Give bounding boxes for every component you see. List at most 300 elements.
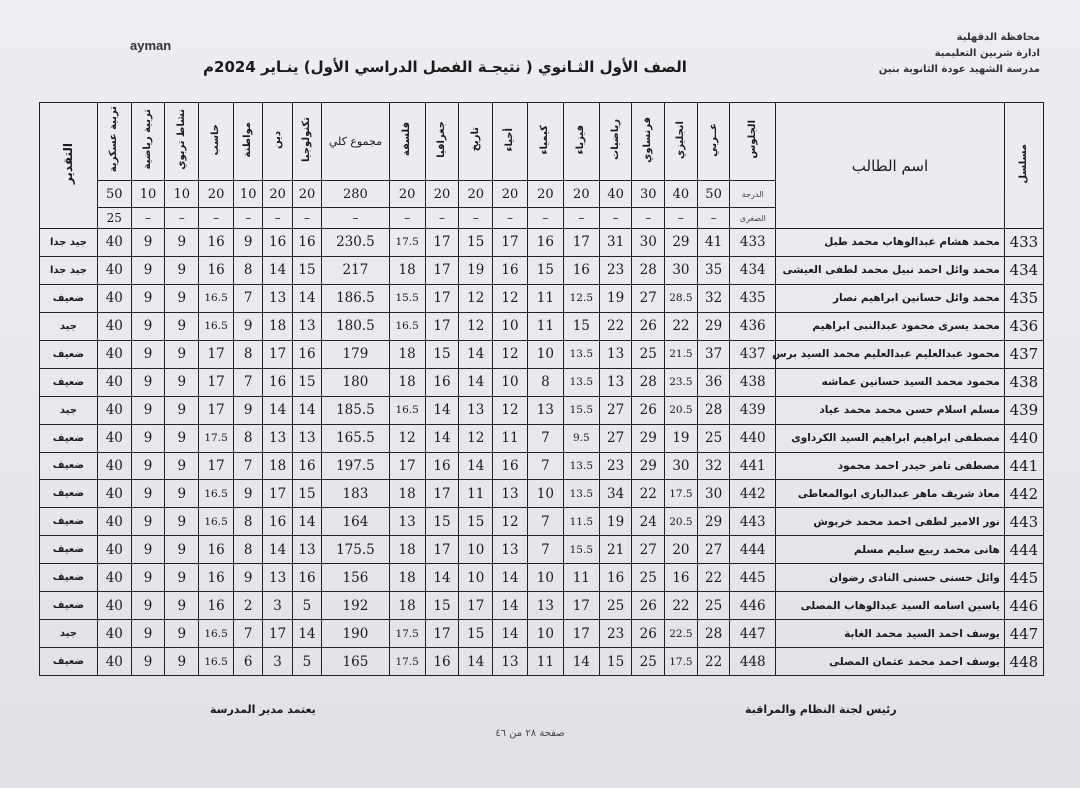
- cell-sports: 9: [131, 340, 165, 368]
- cell-total: 165: [322, 648, 390, 676]
- cell-biology: 13: [493, 648, 528, 676]
- cell-activity: 9: [165, 368, 199, 396]
- cell-math: 22: [599, 312, 632, 340]
- min-mark-activity: –: [165, 208, 199, 229]
- committee-head-signature: رئيس لجنة النظام والمراقبة: [745, 703, 897, 716]
- cell-grade: ضعيف: [40, 452, 98, 480]
- cell-math: 19: [599, 284, 632, 312]
- cell-sports: 9: [131, 536, 165, 564]
- cell-grade: ضعيف: [40, 648, 98, 676]
- cell-seat: 436: [730, 312, 776, 340]
- cell-physics: 12.5: [563, 284, 599, 312]
- cell-chemistry: 16: [527, 229, 563, 257]
- column-header-seat: [730, 103, 776, 181]
- cell-english: 20: [665, 536, 698, 564]
- cell-english: 20.5: [665, 508, 698, 536]
- cell-chemistry: 10: [527, 564, 563, 592]
- cell-french: 28: [632, 368, 665, 396]
- cell-citizenship: 8: [234, 508, 263, 536]
- cell-arabic: 29: [697, 508, 730, 536]
- cell-arabic: 29: [697, 312, 730, 340]
- table-row: [40, 508, 1044, 536]
- cell-geography: 16: [425, 368, 459, 396]
- cell-french: 25: [632, 564, 665, 592]
- cell-french: 26: [632, 396, 665, 424]
- table-row: [40, 368, 1044, 396]
- cell-military: 40: [97, 312, 131, 340]
- column-header-label: مجموع كلي: [328, 135, 382, 148]
- cell-physics: 15: [563, 312, 599, 340]
- cell-serial: 446: [1004, 592, 1043, 620]
- cell-seat: 435: [730, 284, 776, 312]
- cell-serial: 444: [1004, 536, 1043, 564]
- cell-activity: 9: [165, 564, 199, 592]
- cell-computer: 16.5: [199, 312, 234, 340]
- cell-activity: 9: [165, 424, 199, 452]
- max-mark-chemistry: 20: [527, 181, 563, 208]
- cell-french: 24: [632, 508, 665, 536]
- cell-total: 190: [322, 620, 390, 648]
- cell-activity: 9: [165, 229, 199, 257]
- cell-citizenship: 7: [234, 284, 263, 312]
- cell-grade: ضعيف: [40, 564, 98, 592]
- cell-military: 40: [97, 648, 131, 676]
- cell-military: 40: [97, 620, 131, 648]
- cell-philosophy: 17.5: [389, 648, 425, 676]
- cell-religion: 17: [263, 340, 292, 368]
- cell-arabic: 25: [697, 424, 730, 452]
- cell-biology: 16: [493, 256, 528, 284]
- cell-religion: 16: [263, 508, 292, 536]
- min-mark-history: –: [459, 208, 493, 229]
- cell-seat: 445: [730, 564, 776, 592]
- max-mark-military: 50: [97, 181, 131, 208]
- cell-grade: ضعيف: [40, 424, 98, 452]
- cell-seat: 433: [730, 229, 776, 257]
- cell-biology: 11: [493, 424, 528, 452]
- cell-seat: 439: [730, 396, 776, 424]
- cell-seat: 444: [730, 536, 776, 564]
- cell-name: مسلم اسلام حسن محمد محمد عياد: [776, 396, 1005, 424]
- cell-tech: 5: [292, 592, 321, 620]
- column-header-math: [599, 103, 632, 181]
- cell-history: 14: [459, 452, 493, 480]
- cell-grade: ضعيف: [40, 368, 98, 396]
- cell-biology: 12: [493, 396, 528, 424]
- page-number: صفحة ٢٨ من ٤٦: [495, 728, 565, 739]
- cell-english: 22.5: [665, 620, 698, 648]
- cell-name: هانى محمد ربيع سليم مسلم: [776, 536, 1005, 564]
- cell-serial: 438: [1004, 368, 1043, 396]
- max-mark-geography: 20: [425, 181, 459, 208]
- cell-sports: 9: [131, 508, 165, 536]
- column-header-label: التقدير: [61, 142, 76, 185]
- cell-military: 40: [97, 256, 131, 284]
- column-header-label: عــربي: [707, 122, 719, 157]
- column-header-label: جغرافيا: [435, 121, 447, 158]
- cell-physics: 17: [563, 229, 599, 257]
- cell-name: مصطفى ابراهيم ابراهيم السيد الكرداوى: [776, 424, 1005, 452]
- column-header-label: تربية عسكرية: [108, 106, 120, 173]
- cell-chemistry: 10: [527, 480, 563, 508]
- cell-military: 40: [97, 284, 131, 312]
- cell-computer: 16: [199, 256, 234, 284]
- cell-math: 23: [599, 256, 632, 284]
- cell-citizenship: 8: [234, 256, 263, 284]
- cell-military: 40: [97, 536, 131, 564]
- cell-english: 21.5: [665, 340, 698, 368]
- column-header-total: [322, 103, 390, 181]
- cell-grade: جيد: [40, 620, 98, 648]
- cell-military: 40: [97, 592, 131, 620]
- cell-arabic: 30: [697, 480, 730, 508]
- cell-philosophy: 17: [389, 452, 425, 480]
- cell-math: 25: [599, 592, 632, 620]
- cell-geography: 17: [425, 536, 459, 564]
- cell-grade: جيد: [40, 312, 98, 340]
- cell-name: ياسين اسامه السيد عبدالوهاب المصلى: [776, 592, 1005, 620]
- cell-computer: 17: [199, 340, 234, 368]
- column-header-label: انجليزي: [674, 120, 686, 159]
- cell-biology: 13: [493, 480, 528, 508]
- max-mark-arabic: 50: [697, 181, 730, 208]
- cell-serial: 441: [1004, 452, 1043, 480]
- cell-grade: ضعيف: [40, 592, 98, 620]
- cell-arabic: 41: [697, 229, 730, 257]
- cell-computer: 16: [199, 536, 234, 564]
- cell-military: 40: [97, 340, 131, 368]
- min-mark-citizenship: –: [234, 208, 263, 229]
- cell-history: 19: [459, 256, 493, 284]
- table-row: [40, 452, 1044, 480]
- cell-geography: 17: [425, 480, 459, 508]
- cell-serial: 436: [1004, 312, 1043, 340]
- column-header-label: حاسب: [210, 123, 222, 156]
- cell-arabic: 28: [697, 396, 730, 424]
- cell-physics: 17: [563, 592, 599, 620]
- cell-sports: 9: [131, 312, 165, 340]
- max-mark-activity: 10: [165, 181, 199, 208]
- column-header-french: [632, 103, 665, 181]
- cell-name: نور الامير لطفى احمد محمد خربوش: [776, 508, 1005, 536]
- cell-religion: 17: [263, 620, 292, 648]
- table-row: [40, 340, 1044, 368]
- column-header-label: فرنساوي: [642, 116, 654, 163]
- min-mark-geography: –: [425, 208, 459, 229]
- cell-computer: 16.5: [199, 648, 234, 676]
- cell-activity: 9: [165, 340, 199, 368]
- cell-tech: 15: [292, 368, 321, 396]
- cell-english: 17.5: [665, 480, 698, 508]
- cell-english: 20.5: [665, 396, 698, 424]
- letterhead: [830, 30, 1040, 78]
- cell-total: 156: [322, 564, 390, 592]
- cell-computer: 17: [199, 396, 234, 424]
- cell-serial: 433: [1004, 229, 1043, 257]
- column-header-military: [97, 103, 131, 181]
- cell-name: يوسف احمد السيد محمد الغابة: [776, 620, 1005, 648]
- min-mark-english: –: [665, 208, 698, 229]
- cell-arabic: 32: [697, 284, 730, 312]
- cell-philosophy: 18: [389, 256, 425, 284]
- cell-physics: 17: [563, 620, 599, 648]
- min-mark-seat: الصغرى: [730, 208, 776, 229]
- max-mark-sports: 10: [131, 181, 165, 208]
- administration-label: ادارة شربين التعليمية: [934, 48, 1040, 59]
- cell-history: 14: [459, 368, 493, 396]
- min-mark-arabic: –: [697, 208, 730, 229]
- cell-math: 23: [599, 452, 632, 480]
- cell-french: 30: [632, 229, 665, 257]
- cell-total: 179: [322, 340, 390, 368]
- cell-computer: 17.5: [199, 424, 234, 452]
- cell-activity: 9: [165, 536, 199, 564]
- cell-geography: 17: [425, 229, 459, 257]
- cell-religion: 18: [263, 452, 292, 480]
- cell-name: يوسف احمد محمد عثمان المصلى: [776, 648, 1005, 676]
- cell-name: محمد وائل احمد نبيل محمد لطفى العيشى: [776, 256, 1005, 284]
- min-mark-sports: –: [131, 208, 165, 229]
- table-row: [40, 229, 1044, 257]
- column-header-religion: [263, 103, 292, 181]
- cell-citizenship: 9: [234, 229, 263, 257]
- cell-serial: 445: [1004, 564, 1043, 592]
- cell-tech: 14: [292, 620, 321, 648]
- cell-serial: 448: [1004, 648, 1043, 676]
- cell-french: 25: [632, 648, 665, 676]
- column-header-tech: [292, 103, 321, 181]
- max-mark-physics: 20: [563, 181, 599, 208]
- column-header-label: مواطنة: [242, 121, 254, 158]
- cell-religion: 13: [263, 284, 292, 312]
- cell-math: 27: [599, 424, 632, 452]
- cell-philosophy: 18: [389, 368, 425, 396]
- cell-philosophy: 18: [389, 564, 425, 592]
- table-row: [40, 312, 1044, 340]
- cell-biology: 10: [493, 368, 528, 396]
- cell-math: 13: [599, 340, 632, 368]
- max-mark-citizenship: 10: [234, 181, 263, 208]
- column-header-grade: [40, 103, 98, 229]
- max-mark-seat: الدرجة: [730, 181, 776, 208]
- cell-total: 186.5: [322, 284, 390, 312]
- cell-serial: 440: [1004, 424, 1043, 452]
- cell-philosophy: 16.5: [389, 312, 425, 340]
- cell-chemistry: 11: [527, 648, 563, 676]
- cell-name: مصطفى تامر حيدر احمد محمود: [776, 452, 1005, 480]
- cell-total: 185.5: [322, 396, 390, 424]
- cell-total: 217: [322, 256, 390, 284]
- cell-tech: 13: [292, 424, 321, 452]
- cell-serial: 439: [1004, 396, 1043, 424]
- cell-name: وائل حسنى حسنى النادى رضوان: [776, 564, 1005, 592]
- cell-total: 192: [322, 592, 390, 620]
- cell-name: محمد وائل حسانين ابراهيم نصار: [776, 284, 1005, 312]
- column-header-label: تكنولوجيا: [300, 117, 312, 162]
- table-row: [40, 592, 1044, 620]
- cell-french: 29: [632, 424, 665, 452]
- cell-english: 30: [665, 256, 698, 284]
- column-header-history: [459, 103, 493, 181]
- cell-seat: 434: [730, 256, 776, 284]
- cell-citizenship: 9: [234, 480, 263, 508]
- cell-name: محمود محمد السيد حسانين عماشه: [776, 368, 1005, 396]
- cell-citizenship: 7: [234, 620, 263, 648]
- cell-chemistry: 13: [527, 396, 563, 424]
- table-row: [40, 284, 1044, 312]
- cell-physics: 13.5: [563, 340, 599, 368]
- column-header-geography: [425, 103, 459, 181]
- cell-arabic: 22: [697, 648, 730, 676]
- cell-french: 27: [632, 284, 665, 312]
- cell-history: 14: [459, 340, 493, 368]
- cell-math: 31: [599, 229, 632, 257]
- cell-biology: 13: [493, 536, 528, 564]
- cell-tech: 13: [292, 312, 321, 340]
- cell-arabic: 35: [697, 256, 730, 284]
- cell-military: 40: [97, 508, 131, 536]
- cell-citizenship: 8: [234, 424, 263, 452]
- cell-citizenship: 9: [234, 396, 263, 424]
- principal-signature: يعتمد مدير المدرسة: [210, 703, 316, 716]
- cell-activity: 9: [165, 256, 199, 284]
- cell-seat: 440: [730, 424, 776, 452]
- cell-english: 16: [665, 564, 698, 592]
- cell-geography: 17: [425, 312, 459, 340]
- cell-history: 12: [459, 424, 493, 452]
- cell-french: 25: [632, 340, 665, 368]
- table-row: [40, 480, 1044, 508]
- cell-tech: 16: [292, 229, 321, 257]
- cell-chemistry: 10: [527, 340, 563, 368]
- cell-name: معاذ شريف ماهر عبدالبارى ابوالمعاطى: [776, 480, 1005, 508]
- max-mark-tech: 20: [292, 181, 321, 208]
- cell-english: 19: [665, 424, 698, 452]
- cell-math: 23: [599, 620, 632, 648]
- column-header-label: نشاط تربوي: [175, 109, 187, 170]
- cell-activity: 9: [165, 312, 199, 340]
- cell-english: 22: [665, 592, 698, 620]
- cell-seat: 438: [730, 368, 776, 396]
- cell-biology: 12: [493, 508, 528, 536]
- table-row: [40, 564, 1044, 592]
- cell-tech: 13: [292, 536, 321, 564]
- column-header-label: مسلسل: [1017, 143, 1029, 184]
- cell-religion: 13: [263, 424, 292, 452]
- cell-geography: 14: [425, 396, 459, 424]
- table-row: [40, 256, 1044, 284]
- cell-computer: 17: [199, 452, 234, 480]
- cell-chemistry: 7: [527, 424, 563, 452]
- cell-seat: 446: [730, 592, 776, 620]
- cell-french: 29: [632, 452, 665, 480]
- cell-seat: 448: [730, 648, 776, 676]
- cell-philosophy: 13: [389, 508, 425, 536]
- cell-citizenship: 9: [234, 312, 263, 340]
- cell-sports: 9: [131, 480, 165, 508]
- cell-geography: 17: [425, 284, 459, 312]
- table-row: [40, 536, 1044, 564]
- school-label: مدرسة الشهيد عودة الثانوية بنين: [878, 64, 1040, 75]
- cell-french: 26: [632, 592, 665, 620]
- cell-citizenship: 8: [234, 536, 263, 564]
- column-header-label: دين: [271, 130, 283, 149]
- cell-philosophy: 18: [389, 340, 425, 368]
- column-header-activity: [165, 103, 199, 181]
- cell-history: 12: [459, 284, 493, 312]
- cell-military: 40: [97, 229, 131, 257]
- cell-total: 165.5: [322, 424, 390, 452]
- column-header-label: أحياء: [504, 127, 516, 152]
- cell-religion: 17: [263, 480, 292, 508]
- max-mark-philosophy: 20: [389, 181, 425, 208]
- min-mark-total: –: [322, 208, 390, 229]
- cell-religion: 16: [263, 229, 292, 257]
- min-mark-tech: –: [292, 208, 321, 229]
- cell-military: 40: [97, 396, 131, 424]
- cell-philosophy: 12: [389, 424, 425, 452]
- column-header-sports: [131, 103, 165, 181]
- cell-military: 40: [97, 452, 131, 480]
- cell-geography: 16: [425, 452, 459, 480]
- max-mark-math: 40: [599, 181, 632, 208]
- column-header-name: [776, 103, 1005, 229]
- column-header-label: تاريخ: [469, 127, 481, 152]
- column-header-label: الجلوس: [746, 120, 758, 159]
- cell-history: 10: [459, 564, 493, 592]
- cell-biology: 10: [493, 312, 528, 340]
- cell-philosophy: 18: [389, 592, 425, 620]
- results-table: [39, 102, 1044, 676]
- cell-activity: 9: [165, 648, 199, 676]
- cell-geography: 14: [425, 564, 459, 592]
- cell-name: محمود عبدالعليم عبدالعليم محمد السيد برس: [776, 340, 1005, 368]
- column-header-label: اسم الطالب: [851, 156, 929, 175]
- cell-arabic: 22: [697, 564, 730, 592]
- cell-history: 14: [459, 648, 493, 676]
- cell-math: 19: [599, 508, 632, 536]
- cell-citizenship: 9: [234, 564, 263, 592]
- max-mark-religion: 20: [263, 181, 292, 208]
- min-mark-chemistry: –: [527, 208, 563, 229]
- cell-total: 230.5: [322, 229, 390, 257]
- cell-grade: ضعيف: [40, 480, 98, 508]
- cell-computer: 16: [199, 229, 234, 257]
- cell-history: 11: [459, 480, 493, 508]
- cell-grade: ضعيف: [40, 536, 98, 564]
- cell-physics: 13.5: [563, 452, 599, 480]
- cell-tech: 15: [292, 480, 321, 508]
- cell-religion: 3: [263, 648, 292, 676]
- cell-sports: 9: [131, 592, 165, 620]
- max-mark-computer: 20: [199, 181, 234, 208]
- cell-arabic: 36: [697, 368, 730, 396]
- column-header-serial: [1004, 103, 1043, 229]
- cell-arabic: 25: [697, 592, 730, 620]
- cell-biology: 17: [493, 229, 528, 257]
- min-mark-french: –: [632, 208, 665, 229]
- cell-activity: 9: [165, 620, 199, 648]
- handwritten-watermark: ayman: [130, 38, 172, 53]
- cell-english: 30: [665, 452, 698, 480]
- column-header-physics: [563, 103, 599, 181]
- cell-geography: 17: [425, 256, 459, 284]
- cell-activity: 9: [165, 592, 199, 620]
- cell-chemistry: 7: [527, 452, 563, 480]
- cell-total: 180.5: [322, 312, 390, 340]
- cell-sports: 9: [131, 256, 165, 284]
- cell-chemistry: 8: [527, 368, 563, 396]
